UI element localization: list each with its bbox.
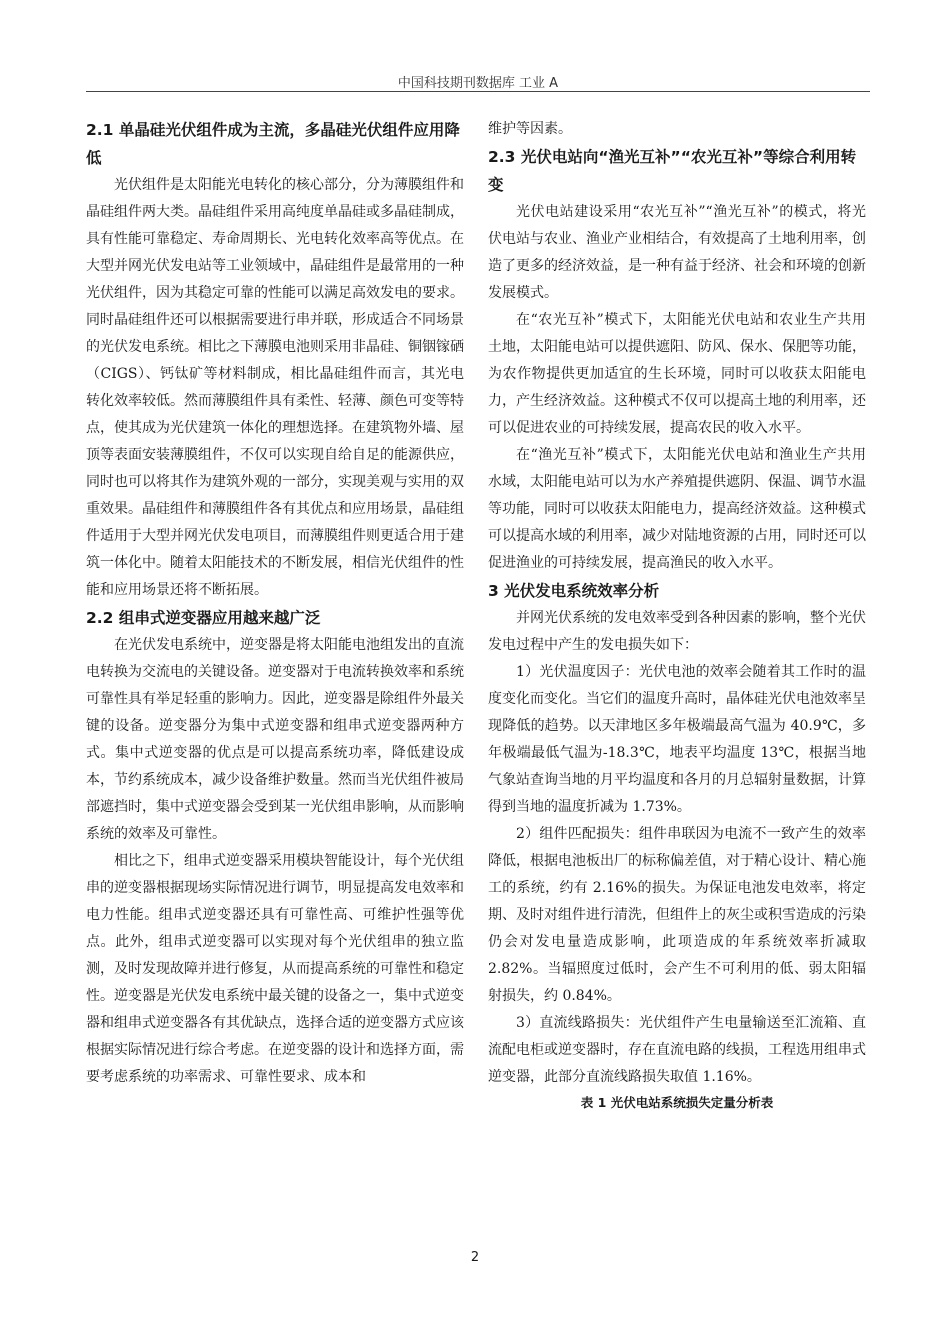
- paragraph-2-3-a: 光伏电站建设采用“农光互补”“渔光互补”的模式，将光伏电站与农业、渔业产业相结合，有效提高了土地利用率，创造了更多的经济效益，是一种有益于经济、社会和环境的创新发展模式。: [488, 204, 866, 301]
- paragraph-continuation: 维护等因素。: [488, 121, 572, 137]
- paragraph-3-1: 1）光伏温度因子：光伏电池的效率会随着其工作时的温度变化而变化。当它们的温度升高时，晶体硅光伏电池效率呈现降低的趋势。以天津地区多年极端最高气温为 40.9℃，多年极端最低气温为-18.3℃，地表平均温度 13℃，根据当地气象站查询当地的月平均温度和各月的月总辐射量数据，计算得到当地的温度折减为 1.73%。: [488, 664, 866, 815]
- paragraph-2-3-c: 在“渔光互补”模式下，太阳能光伏电站和渔业生产共用水域，太阳能电站可以为水产养殖提供遮阴、保温、调节水温等功能，同时可以收获太阳能电力，提高经济效益。这种模式可以提高水域的利用率，减少对陆地资源的占用，同时还可以促进渔业的可持续发展，提高渔民的收入水平。: [488, 447, 866, 571]
- paragraph-2-2-a: 在光伏发电系统中，逆变器是将太阳能电池组发出的直流电转换为交流电的关键设备。逆变器对于电流转换效率和系统可靠性具有举足轻重的影响力。因此，逆变器是除组件外最关键的设备。逆变器分为集中式逆变器和组串式逆变器两种方式。集中式逆变器的优点是可以提高系统功率，降低建设成本，节约系统成本，减少设备维护数量。然而当光伏组件被局部遮挡时，集中式逆变器会受到某一光伏组串影响，从而影响系统的效率及可靠性。: [86, 637, 464, 842]
- section-heading-2-3: 2.3 光伏电站向“渔光互补”“农光互补”等综合利用转变: [488, 148, 857, 194]
- paragraph-2-1: 光伏组件是太阳能光电转化的核心部分，分为薄膜组件和晶硅组件两大类。晶硅组件采用高纯度单晶硅或多晶硅制成，具有性能可靠稳定、寿命周期长、光电转化效率高等优点。在大型并网光伏发电站等工业领域中，晶硅组件是最常用的一种光伏组件，因为其稳定可靠的性能可以满足高效发电的要求。同时晶硅组件还可以根据需要进行串并联，形成适合不同场景的光伏发电系统。相比之下薄膜电池则采用非晶硅、铜铟镓硒（CIGS）、钙钛矿等材料制成，相比晶硅组件而言，其光电转化效率较低。然而薄膜组件具有柔性、轻薄、颜色可变等特点，使其成为光伏建筑一体化的理想选择。在建筑物外墙、屋顶等表面安装薄膜组件，不仅可以实现自给自足的能源供应，同时也可以将其作为建筑外观的一部分，实现美观与实用的双重效果。晶硅组件和薄膜组件各有其优点和应用场景，晶硅组件适用于大型并网光伏发电项目，而薄膜组件则更适合用于建筑一体化中。随着太阳能技术的不断发展，相信光伏组件的性能和应用场景还将不断拓展。: [86, 177, 464, 598]
- paragraph-3-2: 2）组件匹配损失：组件串联因为电流不一致产生的效率降低，根据电池板出厂的标称偏差值，对于精心设计、精心施工的系统，约有 2.16%的损失。为保证电池发电效率，将定期、及时对组件进行清洗，但组件上的灰尘或积雪造成的污染仍会对发电量造成影响，此项造成的年系统效率折减取 2.82%。当辐照度过低时，会产生不可利用的低、弱太阳辐射损失，约 0.84%。: [488, 826, 866, 1004]
- page-number: 2: [470, 1250, 480, 1265]
- section-heading-3: 3 光伏发电系统效率分析: [488, 582, 660, 600]
- left-column: [86, 116, 464, 1091]
- paragraph-2-2-b: 相比之下，组串式逆变器采用模块智能设计，每个光伏组串的逆变器根据现场实际情况进行调节，明显提高发电效率和电力性能。组串式逆变器还具有可靠性高、可维护性强等优点。此外，组串式逆变器可以实现对每个光伏组串的独立监测，及时发现故障并进行修复，从而提高系统的可靠性和稳定性。逆变器是光伏发电系统中最关键的设备之一，集中式逆变器和组串式逆变器各有其优缺点，选择合适的逆变器方式应该根据实际情况进行综合考虑。在逆变器的设计和选择方面，需要考虑系统的功率需求、可靠性要求、成本和: [86, 853, 464, 1085]
- table-caption: 表 1 光伏电站系统损失定量分析表: [580, 1095, 774, 1110]
- paragraph-3-intro: 并网光伏系统的发电效率受到各种因素的影响，整个光伏发电过程中产生的发电损失如下：: [488, 610, 866, 653]
- paragraph-2-3-b: 在“农光互补”模式下，太阳能光伏电站和农业生产共用土地，太阳能电站可以提供遮阳、防风、保水、保肥等功能，为农作物提供更加适宜的生长环境，同时可以收获太阳能电力，产生经济效益。这种模式不仅可以提高土地的利用率，还可以促进农业的可持续发展，提高农民的收入水平。: [488, 312, 866, 436]
- running-header: 中国科技期刊数据库 工业 A: [397, 76, 559, 91]
- right-column: [488, 116, 866, 1115]
- section-heading-2-1: 2.1 单晶硅光伏组件成为主流，多晶硅光伏组件应用降低: [86, 121, 460, 167]
- header-rule: [86, 91, 870, 92]
- paragraph-3-3: 3）直流线路损失：光伏组件产生电量输送至汇流箱、直流配电柜或逆变器时，存在直流电路的线损，工程选用组串式逆变器，此部分直流线路损失取值 1.16%。: [488, 1015, 866, 1085]
- section-heading-2-2: 2.2 组串式逆变器应用越来越广泛: [86, 609, 321, 627]
